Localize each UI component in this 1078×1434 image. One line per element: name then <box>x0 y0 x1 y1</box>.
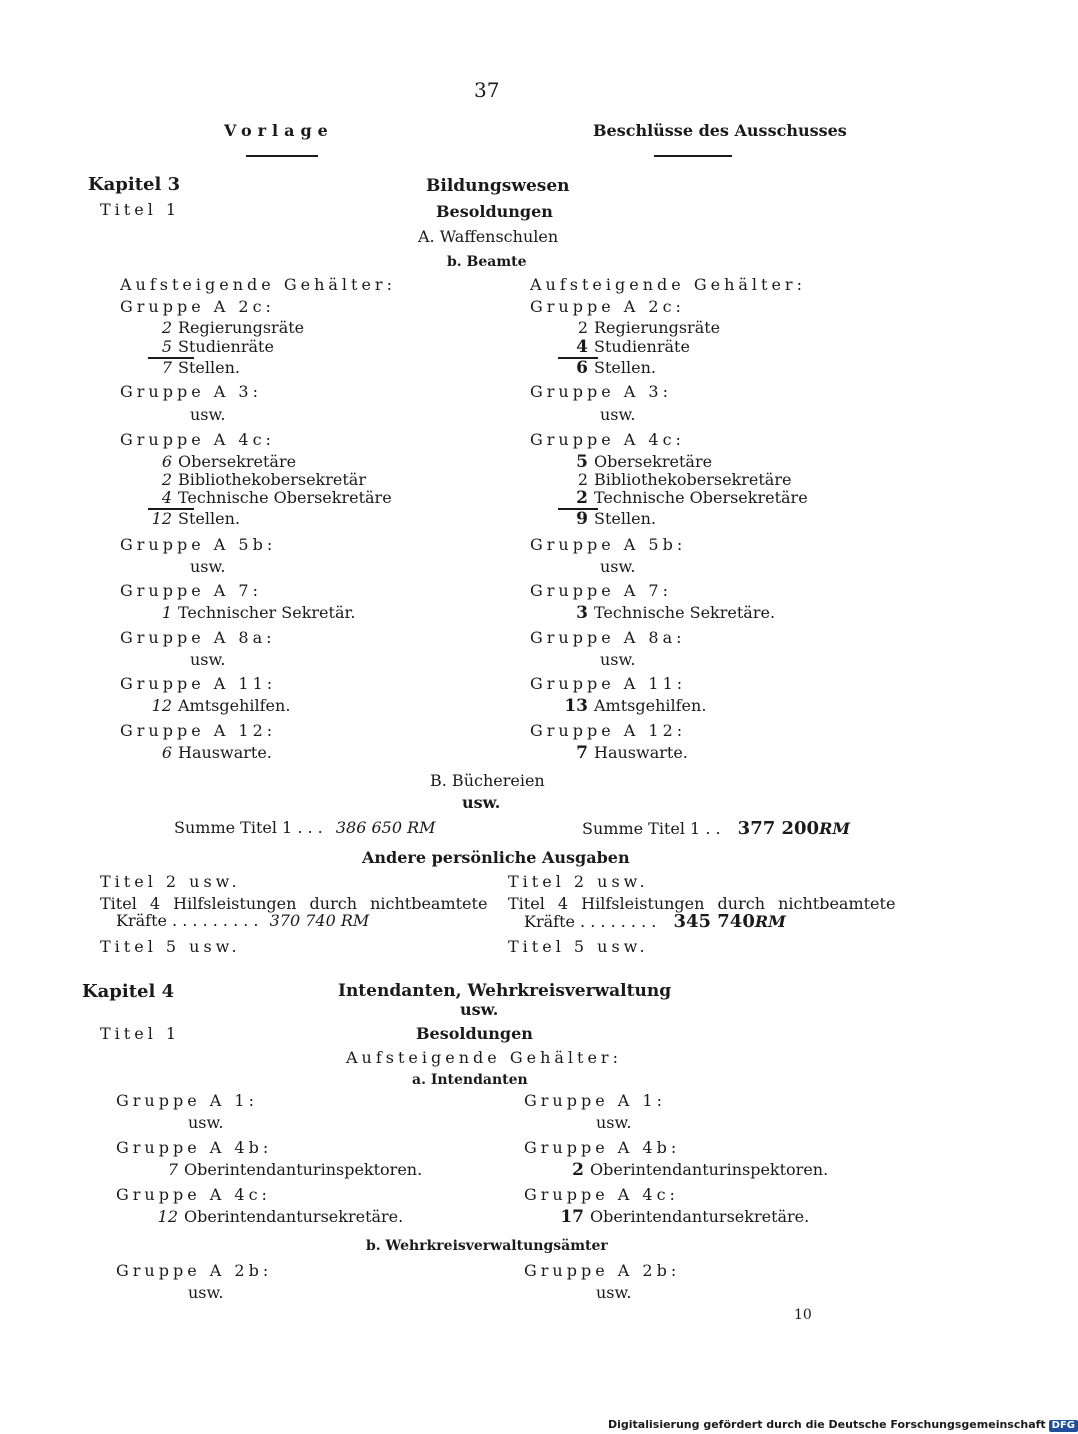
footer-text: Digitalisierung gefördert durch die Deutsche Forschungsgemeinschaft <box>608 1418 1046 1431</box>
header-vorlage-rule <box>246 155 318 157</box>
k3-summe-left: Summe Titel 1 . . . 386 650 RM <box>174 818 436 837</box>
k3-left-a2c-sum: 7 Stellen. <box>161 358 240 377</box>
k4-right-gruppe-a4b: Gruppe A 4b: <box>524 1138 681 1157</box>
k3-right-gruppe-a4c: Gruppe A 4c: <box>530 430 685 449</box>
k4-left-a2b-usw: usw. <box>188 1283 224 1302</box>
k3-left-a5b-usw: usw. <box>190 557 226 576</box>
k3-left-gruppe-a8a: Gruppe A 8a: <box>120 628 276 647</box>
k4-left-gruppe-a4c: Gruppe A 4c: <box>116 1185 271 1204</box>
k3-right-a3-usw: usw. <box>600 405 636 424</box>
k3-right-a4c-line-3: 2 Technische Obersekretäre <box>576 488 808 508</box>
kapitel-4-title: Kapitel 4 <box>82 981 175 1002</box>
k3-titel-1: Titel 1 <box>100 200 181 219</box>
k3-right-a4c-sum: 9 Stellen. <box>576 509 656 529</box>
k4-right-a4b-line: 2 Oberintendanturinspektoren. <box>572 1160 829 1180</box>
header-beschluesse: Beschlüsse des Ausschusses <box>593 121 847 140</box>
k4-right-gruppe-a4c: Gruppe A 4c: <box>524 1185 679 1204</box>
kapitel-3-subject: Bildungswesen <box>426 176 570 196</box>
k3-right-a12-line: 7 Hauswarte. <box>576 743 688 763</box>
k3-left-a2c-line-2: 5 Studienräte <box>161 337 274 356</box>
k3-left-a7-line: 1 Technischer Sekretär. <box>161 603 356 622</box>
k3-left-a4c-sum: 12 Stellen. <box>151 509 240 528</box>
k3-left-a2c-line-1: 2 Regierungsräte <box>161 318 305 337</box>
k4-right-gruppe-a1: Gruppe A 1: <box>524 1091 666 1110</box>
k3-left-a3-usw: usw. <box>190 405 226 424</box>
k4-left-a1-usw: usw. <box>188 1113 224 1132</box>
k3-left-aufsteigende: Aufsteigende Gehälter: <box>120 275 396 294</box>
k3-summe-right: Summe Titel 1 . . 377 200RM <box>582 818 851 839</box>
k3-right-titel-2: Titel 2 usw. <box>508 872 649 891</box>
k3-left-a11-line: 12 Amtsgehilfen. <box>151 696 291 715</box>
k4-aufsteigende: Aufsteigende Gehälter: <box>346 1048 622 1067</box>
k3-right-titel-5: Titel 5 usw. <box>508 937 649 956</box>
k3-left-titel-4-line-2: Kräfte . . . . . . . . . 370 740 RM <box>116 911 370 930</box>
k3-right-gruppe-a2c: Gruppe A 2c: <box>530 297 685 316</box>
k3-right-a8a-usw: usw. <box>600 650 636 669</box>
k3-left-a4c-line-3: 4 Technische Obersekretäre <box>161 488 392 507</box>
k3-left-titel-5: Titel 5 usw. <box>100 937 241 956</box>
k3-right-titel-4-line-2: Kräfte . . . . . . . . 345 740RM <box>524 911 786 932</box>
k4-right-gruppe-a2b: Gruppe A 2b: <box>524 1261 681 1280</box>
k3-waffenschulen: A. Waffenschulen <box>418 227 559 246</box>
footer-dfg <box>608 1419 1078 1432</box>
k4-titel-1: Titel 1 <box>100 1024 181 1043</box>
k3-buechereien: B. Büchereien <box>430 771 545 790</box>
k3-left-titel-4-line-1: Titel 4 Hilfsleistungen durch nichtbeamtete <box>100 894 488 913</box>
k3-left-a12-line: 6 Hauswarte. <box>161 743 272 762</box>
k4-right-a1-usw: usw. <box>596 1113 632 1132</box>
k3-right-a4c-line-2: 2 Bibliothekobersekretäre <box>577 470 792 489</box>
kapitel-4-subject: Intendanten, Wehrkreisverwaltung <box>338 981 672 1001</box>
k3-right-gruppe-a12: Gruppe A 12: <box>530 721 687 740</box>
k3-left-gruppe-a4c: Gruppe A 4c: <box>120 430 275 449</box>
k4-left-a4c-line: 12 Oberintendantursekretäre. <box>157 1207 404 1226</box>
k3-right-gruppe-a5b: Gruppe A 5b: <box>530 535 687 554</box>
k3-right-gruppe-a7: Gruppe A 7: <box>530 581 672 600</box>
k4-right-a2b-usw: usw. <box>596 1283 632 1302</box>
k3-andere-ausgaben: Andere persönliche Ausgaben <box>362 848 630 867</box>
k3-right-gruppe-a3: Gruppe A 3: <box>530 382 672 401</box>
k3-left-gruppe-a2c: Gruppe A 2c: <box>120 297 275 316</box>
k3-left-gruppe-a7: Gruppe A 7: <box>120 581 262 600</box>
k3-left-gruppe-a11: Gruppe A 11: <box>120 674 277 693</box>
k4-intendanten: a. Intendanten <box>412 1072 528 1088</box>
page-number: 37 <box>474 78 500 102</box>
k3-left-gruppe-a5b: Gruppe A 5b: <box>120 535 277 554</box>
k3-left-gruppe-a12: Gruppe A 12: <box>120 721 277 740</box>
k3-right-gruppe-a11: Gruppe A 11: <box>530 674 687 693</box>
k4-left-gruppe-a1: Gruppe A 1: <box>116 1091 258 1110</box>
k4-left-gruppe-a2b: Gruppe A 2b: <box>116 1261 273 1280</box>
k3-right-a4c-line-1: 5 Obersekretäre <box>576 452 713 472</box>
k3-right-a2c-line-1: 2 Regierungsräte <box>577 318 721 337</box>
k3-left-a4c-line-1: 6 Obersekretäre <box>161 452 297 471</box>
kapitel-4-subject-usw: usw. <box>460 1000 499 1019</box>
k3-right-gruppe-a8a: Gruppe A 8a: <box>530 628 686 647</box>
kapitel-3-title: Kapitel 3 <box>88 174 181 195</box>
k3-left-titel-2: Titel 2 usw. <box>100 872 241 891</box>
dfg-logo: DFG <box>1049 1420 1078 1432</box>
k3-buechereien-usw: usw. <box>462 793 501 812</box>
k3-right-a2c-line-2: 4 Studienräte <box>576 337 690 357</box>
k3-right-titel-4-line-1: Titel 4 Hilfsleistungen durch nichtbeamtete <box>508 894 896 913</box>
k3-beamte: b. Beamte <box>447 254 527 270</box>
k4-right-a4c-line: 17 Oberintendantursekretäre. <box>560 1207 810 1227</box>
k3-left-a8a-usw: usw. <box>190 650 226 669</box>
k3-right-a2c-sum: 6 Stellen. <box>576 358 656 378</box>
k3-right-a5b-usw: usw. <box>600 557 636 576</box>
signature-number: 10 <box>794 1307 812 1323</box>
header-beschluesse-rule <box>654 155 732 157</box>
k4-wehrkreis: b. Wehrkreisverwaltungsämter <box>366 1238 608 1254</box>
k4-left-a4b-line: 7 Oberintendanturinspektoren. <box>167 1160 423 1179</box>
k3-right-aufsteigende: Aufsteigende Gehälter: <box>530 275 806 294</box>
k3-right-a7-line: 3 Technische Sekretäre. <box>576 603 776 623</box>
k3-besoldungen: Besoldungen <box>436 202 553 221</box>
k4-besoldungen: Besoldungen <box>416 1024 533 1043</box>
k4-left-gruppe-a4b: Gruppe A 4b: <box>116 1138 273 1157</box>
k3-left-a4c-line-2: 2 Bibliothekobersekretär <box>161 470 366 489</box>
k3-right-a11-line: 13 Amtsgehilfen. <box>564 696 707 716</box>
header-vorlage: Vorlage <box>224 121 334 140</box>
k3-left-gruppe-a3: Gruppe A 3: <box>120 382 262 401</box>
